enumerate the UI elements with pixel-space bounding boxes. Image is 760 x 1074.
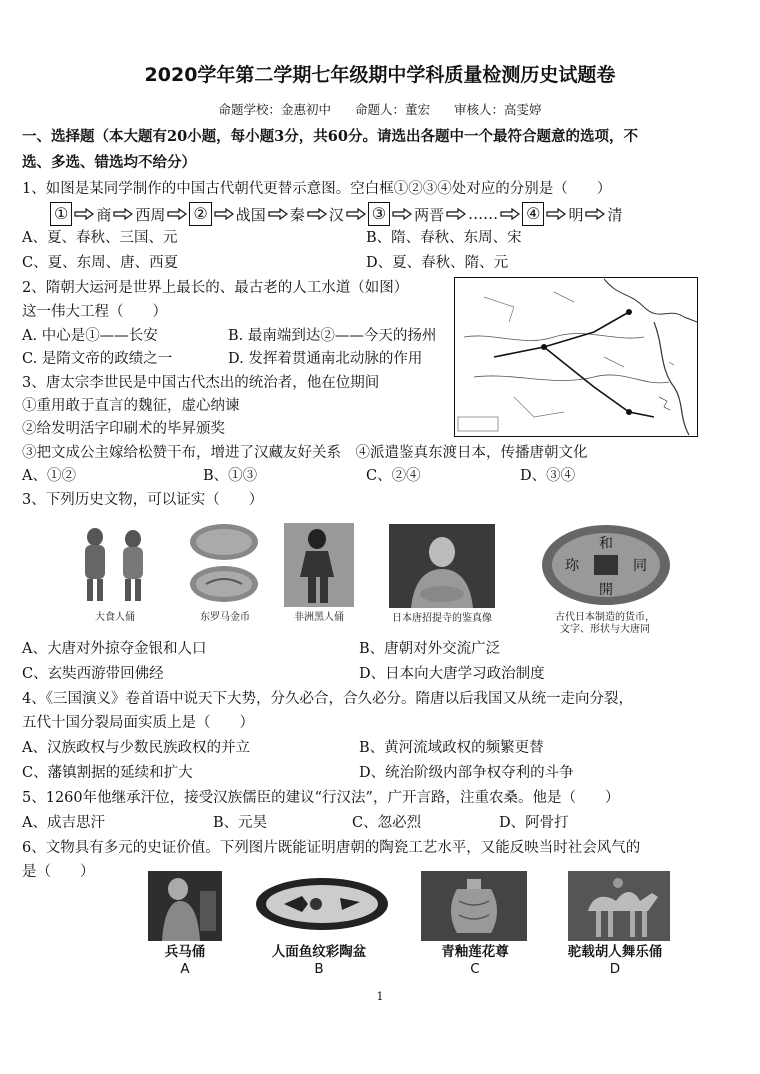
byzantine-coin-image bbox=[186, 522, 262, 608]
dashi-figurine-image bbox=[70, 523, 160, 605]
q3-stem: 3、唐太宗李世民是中国古代杰出的统治者，他在位期间 bbox=[22, 375, 380, 391]
q3-option-a: A、①② bbox=[22, 468, 76, 484]
terracotta-warrior-image bbox=[148, 871, 222, 941]
q2-option-d: D. 发挥着贯通南北动脉的作用 bbox=[228, 351, 423, 367]
q3-item-3-4: ③把文成公主嫁给松赞干布，增进了汉藏友好关系 ④派遣鉴真东渡日本，传播唐朝文化 bbox=[22, 445, 588, 461]
section-heading-line2: 选、多选、错选均不给分） bbox=[22, 154, 196, 171]
q3-option-c: C、②④ bbox=[366, 468, 421, 484]
q3-option-b: B、①③ bbox=[203, 468, 258, 484]
flow-text-ellipsis: …… bbox=[468, 205, 499, 223]
section-heading-line1: 一、选择题（本大题有20小题，每小题3分，共60分。请选出各题中一个最符合题意的选项，不 bbox=[22, 128, 638, 145]
q3b-option-b: B、唐朝对外交流广泛 bbox=[359, 641, 501, 657]
exam-title: 2020学年第二学期七年级期中学科质量检测历史试题卷 bbox=[144, 64, 616, 86]
arrow-icon bbox=[268, 208, 288, 220]
school-label: 命题学校：金惠初中 bbox=[218, 102, 331, 117]
q3b-option-d: D、日本向大唐学习政治制度 bbox=[359, 666, 545, 682]
arrow-icon bbox=[167, 208, 187, 220]
artifact-b-name: 人面鱼纹彩陶盆 bbox=[271, 944, 367, 960]
flow-text-ming: 明 bbox=[568, 205, 584, 224]
page-number: 1 bbox=[376, 990, 384, 1003]
flow-text-qin: 秦 bbox=[289, 205, 305, 224]
q4-option-c: C、藩镇割据的延续和扩大 bbox=[22, 765, 193, 781]
flow-text-zhanguo: 战国 bbox=[235, 205, 266, 224]
q4-stem-line1: 4、《三国演义》卷首语中说天下大势，分久必合，合久必分。隋唐以后我国又从统一走向分裂， bbox=[22, 691, 633, 707]
artifact-d-letter: D bbox=[609, 961, 621, 977]
q5-option-d: D、阿骨打 bbox=[499, 815, 569, 831]
flow-box-2: ② bbox=[189, 202, 211, 226]
caption-african-figurine: 非洲黑人俑 bbox=[294, 612, 344, 623]
svg-text:和: 和 bbox=[599, 536, 613, 552]
author-label: 命题人：董宏 bbox=[354, 102, 430, 117]
q1-stem: 1、如图是某同学制作的中国古代朝代更替示意图。空白框①②③④处对应的分别是（ ） bbox=[22, 181, 612, 197]
camel-musicians-figurine-image bbox=[568, 871, 670, 941]
arrow-icon bbox=[113, 208, 133, 220]
q5-option-c: C、忽必烈 bbox=[352, 815, 422, 831]
caption-japanese-coin-2: 文字、形状与大唐同 bbox=[560, 624, 650, 635]
q5-stem: 5、1260年他继承汗位，接受汉族儒臣的建议“行汉法”，广开言路，注重农桑。他是（ ） bbox=[22, 790, 620, 806]
arrow-icon bbox=[346, 208, 366, 220]
q1-option-c: C、夏、东周、唐、西夏 bbox=[22, 255, 179, 271]
q3-item-2: ②给发明活字印刷术的毕昇颁奖 bbox=[22, 421, 225, 437]
flow-text-xizhou: 西周 bbox=[135, 205, 166, 224]
q1-option-b: B、隋、春秋、东周、宋 bbox=[366, 230, 522, 246]
q2-stem-line2: 这一伟大工程（ ） bbox=[22, 304, 167, 320]
q2-stem-line1: 2、隋朝大运河是世界上最长的、最古老的人工水道（如图） bbox=[22, 280, 409, 296]
flow-text-qing: 清 bbox=[607, 205, 623, 224]
q3b-stem: 3、下列历史文物，可以证实（ ） bbox=[22, 492, 264, 508]
caption-byzantine-coin: 东罗马金币 bbox=[200, 612, 250, 623]
q3b-option-c: C、玄奘西游带回佛经 bbox=[22, 666, 164, 682]
q1-option-d: D、夏、春秋、隋、元 bbox=[366, 255, 509, 271]
q2-option-b: B. 最南端到达②——今天的扬州 bbox=[228, 328, 437, 344]
flow-text-han: 汉 bbox=[328, 205, 344, 224]
q6-stem-line2: 是（ ） bbox=[22, 864, 95, 880]
artifact-a-name: 兵马俑 bbox=[164, 944, 206, 960]
q4-stem-line2: 五代十国分裂局面实质上是（ ） bbox=[22, 715, 254, 731]
arrow-icon bbox=[546, 208, 566, 220]
arrow-icon bbox=[585, 208, 605, 220]
q3-option-d: D、③④ bbox=[520, 468, 576, 484]
arrow-icon bbox=[392, 208, 412, 220]
q5-option-b: B、元昊 bbox=[213, 815, 268, 831]
q4-option-b: B、黄河流域政权的频繁更替 bbox=[359, 740, 544, 756]
caption-dashi-figurine: 大食人俑 bbox=[95, 612, 135, 623]
reviewer-label: 审核人：高雯婷 bbox=[453, 102, 542, 117]
african-figurine-image bbox=[284, 523, 354, 607]
flow-box-3: ③ bbox=[368, 202, 390, 226]
q4-option-a: A、汉族政权与少数民族政权的并立 bbox=[22, 740, 250, 756]
q5-option-a: A、成吉思汗 bbox=[22, 815, 105, 831]
flow-box-4: ④ bbox=[522, 202, 544, 226]
arrow-icon bbox=[74, 208, 94, 220]
artifact-d-name: 驼载胡人舞乐俑 bbox=[567, 944, 663, 960]
q4-option-d: D、统治阶级内部争权夺利的斗争 bbox=[359, 765, 574, 781]
q3-item-1: ①重用敢于直言的魏征，虚心纳谏 bbox=[22, 398, 240, 414]
q6-stem-line1: 6、文物具有多元的史证价值。下列图片既能证明唐朝的陶瓷工艺水平，又能反映当时社会风气的 bbox=[22, 840, 641, 856]
arrow-icon bbox=[446, 208, 466, 220]
flow-text-shang: 商 bbox=[96, 205, 112, 224]
dynasty-flow-diagram bbox=[50, 201, 623, 227]
celadon-lotus-vessel-image bbox=[421, 871, 527, 941]
flow-box-1: ① bbox=[50, 202, 72, 226]
caption-japanese-coin-1: 古代日本制造的货币， bbox=[555, 612, 655, 623]
q3b-option-a: A、大唐对外掠夺金银和人口 bbox=[22, 641, 207, 657]
artifact-c-letter: C bbox=[470, 961, 480, 977]
q1-option-a: A、夏、春秋、三国、元 bbox=[22, 230, 178, 246]
svg-text:開: 開 bbox=[599, 582, 613, 598]
arrow-icon bbox=[214, 208, 234, 220]
arrow-icon bbox=[307, 208, 327, 220]
flow-text-liangjin: 两晋 bbox=[414, 205, 445, 224]
q2-option-a: A. 中心是①——长安 bbox=[22, 328, 158, 344]
caption-jianzhen-statue: 日本唐招提寺的鉴真像 bbox=[392, 613, 492, 624]
artifact-b-letter: B bbox=[314, 961, 324, 977]
grand-canal-map bbox=[454, 277, 698, 437]
exam-credits bbox=[0, 101, 760, 119]
jianzhen-statue-image bbox=[389, 524, 495, 608]
japanese-coin-image bbox=[540, 523, 672, 607]
q2-option-c: C. 是隋文帝的政绩之一 bbox=[22, 351, 173, 367]
svg-text:同: 同 bbox=[633, 558, 647, 574]
artifact-c-name: 青釉莲花尊 bbox=[441, 944, 509, 960]
svg-text:珎: 珎 bbox=[565, 558, 579, 574]
artifact-a-letter: A bbox=[180, 961, 190, 977]
arrow-icon bbox=[500, 208, 520, 220]
painted-pottery-basin-image bbox=[254, 876, 390, 938]
